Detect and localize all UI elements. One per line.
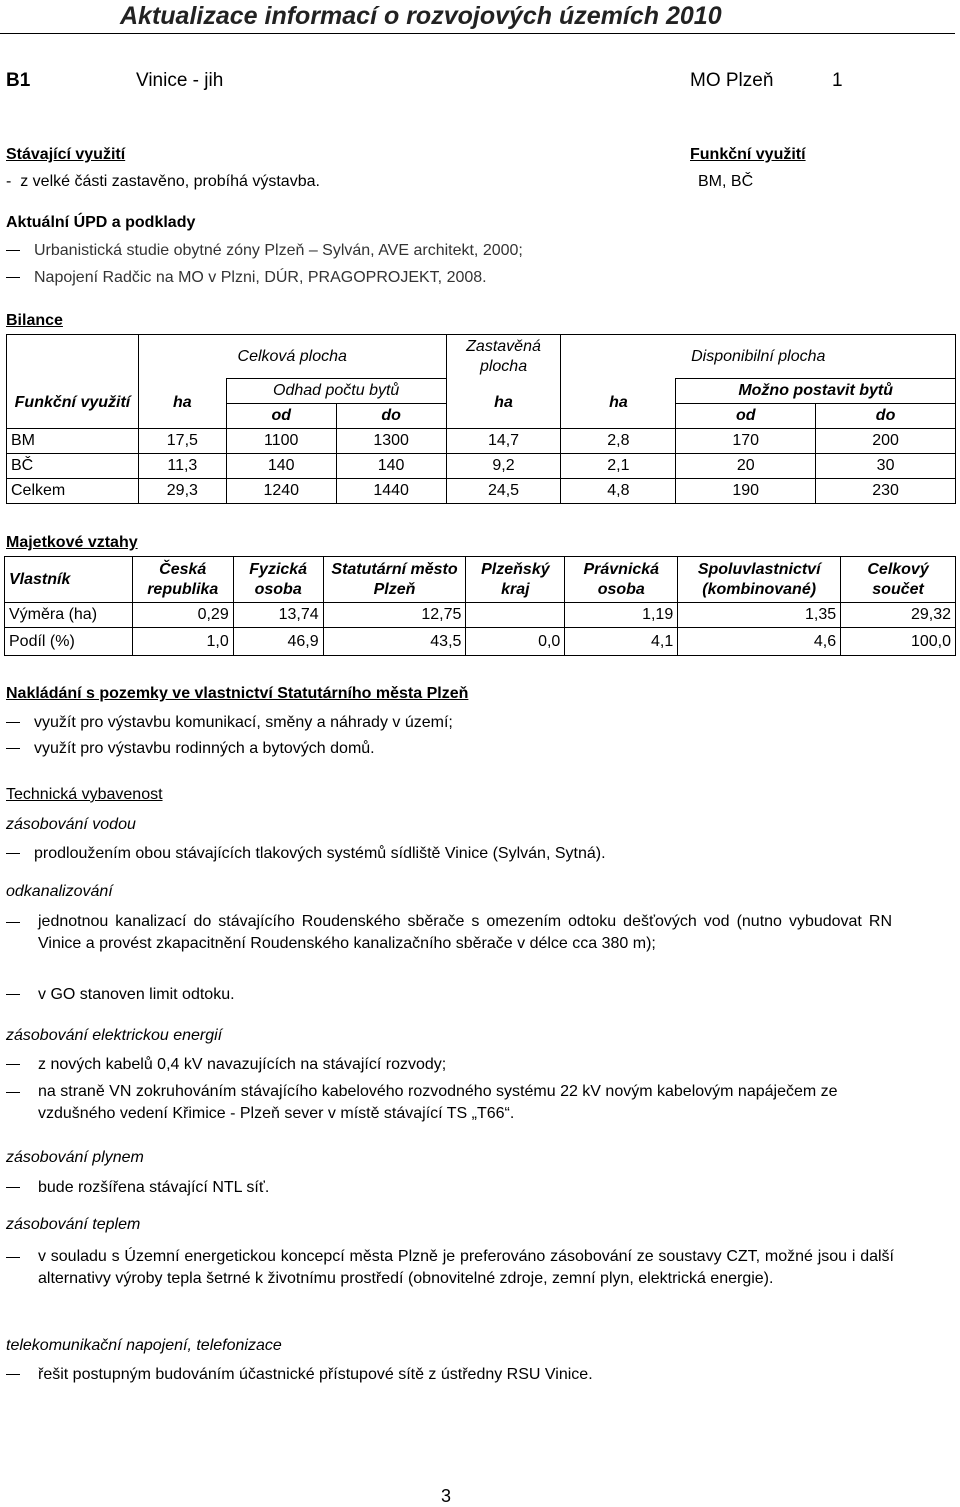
- heat-item: v souladu s Územní energetickou koncepcí města Plzně je preferováno zásobování ze soustavy CZT, možné jsou i další alternativy výroby tepla šetrné k životnímu prostředí (obnovitelné zdroje, zemní plyn, elektrická energie).: [6, 1246, 894, 1290]
- sewer-item: v GO stanoven limit odtoku.: [6, 984, 235, 1006]
- bilance-header-possible: Možno postavit bytů: [676, 379, 956, 404]
- dash-icon: [6, 277, 20, 278]
- ownership-col: Statutární město Plzeň: [323, 557, 466, 603]
- cell: 4,1: [565, 628, 678, 656]
- cell: 0,0: [466, 628, 565, 656]
- water-item: prodloužením obou stávajících tlakových systémů sídliště Vinice (Sylván, Sytná).: [6, 843, 606, 865]
- cell: 190: [676, 479, 816, 504]
- ownership-table: [4, 556, 956, 656]
- bilance-header-possible-from: od: [676, 404, 816, 429]
- dash-icon: [6, 1187, 20, 1188]
- land-heading: Nakládání s pozemky ve vlastnictví Statutárního města Plzeň: [6, 685, 469, 702]
- table-row: [7, 479, 956, 504]
- bilance-header-from: od: [226, 404, 336, 429]
- sewer-item: jednotnou kanalizací do stávajícího Roudenského sběrače s omezením odtoku dešťových vod (nutno vybudovat RN Vinice a provést zkapacitnění Roudenského kanalizačního sběrače v délce cca 380 m);: [6, 911, 892, 955]
- bilance-header-built-ha: ha: [446, 379, 561, 429]
- cell: 1,19: [565, 603, 678, 628]
- land-item: využít pro výstavbu komunikací, směny a náhrady v území;: [6, 712, 453, 734]
- cell: 46,9: [233, 628, 323, 656]
- bilance-header-to: do: [336, 404, 446, 429]
- row-name: Celkem: [7, 479, 139, 504]
- document-title: Aktualizace informací o rozvojových územích 2010: [120, 2, 722, 30]
- bilance-table: [6, 334, 956, 504]
- cell: 1,35: [678, 603, 841, 628]
- functional-use-value: BM, BČ: [698, 173, 754, 190]
- dash-icon: [6, 994, 20, 995]
- cell: 14,7: [446, 429, 561, 454]
- locality-name: Vinice - jih: [136, 70, 224, 91]
- district-number: 1: [832, 70, 843, 91]
- cell: 230: [816, 479, 956, 504]
- table-row: [7, 429, 956, 454]
- header-rule: [0, 33, 955, 34]
- cell: 29,3: [138, 479, 226, 504]
- cell: 170: [676, 429, 816, 454]
- dash-icon: [6, 1257, 20, 1258]
- row-name: BM: [7, 429, 139, 454]
- upd-item: Napojení Radčic na MO v Plzni, DÚR, PRAGOPROJEKT, 2008.: [6, 267, 487, 289]
- cell: 12,75: [323, 603, 466, 628]
- bilance-header-avail-ha: ha: [561, 379, 676, 429]
- land-item: využít pro výstavbu rodinných a bytových domů.: [6, 738, 375, 760]
- cell: 1240: [226, 479, 336, 504]
- dash-icon: [6, 748, 20, 749]
- cell: 11,3: [138, 454, 226, 479]
- cell: 1300: [336, 429, 446, 454]
- electric-item: z nových kabelů 0,4 kV navazujících na stávající rozvody;: [6, 1054, 446, 1076]
- gas-heading: zásobování plynem: [6, 1149, 144, 1166]
- cell: 4,6: [678, 628, 841, 656]
- cell: 9,2: [446, 454, 561, 479]
- sewer-heading: odkanalizování: [6, 883, 113, 900]
- cell: 140: [336, 454, 446, 479]
- cell: 24,5: [446, 479, 561, 504]
- bilance-header-function: Funkční využití: [7, 379, 139, 429]
- cell: 29,32: [841, 603, 956, 628]
- bilance-header-available: Disponibilní plocha: [561, 335, 956, 379]
- current-use-heading: Stávající využití: [6, 146, 126, 163]
- heat-heading: zásobování teplem: [6, 1216, 141, 1233]
- telecom-heading: telekomunikační napojení, telefonizace: [6, 1337, 282, 1354]
- cell: 1,0: [132, 628, 233, 656]
- dash-icon: [6, 853, 20, 854]
- dash-icon: [6, 250, 20, 251]
- dash-icon: [6, 722, 20, 723]
- bilance-header-built: Zastavěná plocha: [446, 335, 561, 379]
- row-name: Výměra (ha): [5, 603, 133, 628]
- ownership-header-owner: Vlastník: [5, 557, 133, 603]
- cell: 1440: [336, 479, 446, 504]
- district-name: MO Plzeň: [690, 70, 774, 91]
- bilance-header-ha: ha: [138, 379, 226, 429]
- cell: 2,1: [561, 454, 676, 479]
- gas-item: bude rozšířena stávající NTL síť.: [6, 1177, 269, 1199]
- ownership-col: Česká republika: [132, 557, 233, 603]
- cell: 140: [226, 454, 336, 479]
- functional-use-heading: Funkční využití: [690, 146, 806, 163]
- dash-icon: [6, 1064, 20, 1065]
- ownership-col: Plzeňský kraj: [466, 557, 565, 603]
- table-row: [7, 454, 956, 479]
- current-use-text: - z velké části zastavěno, probíhá výstavba.: [6, 173, 320, 190]
- upd-heading: Aktuální ÚPD a podklady: [6, 214, 196, 231]
- telecom-item: řešit postupným budováním účastnické přístupové sítě z ústředny RSU Vinice.: [6, 1364, 593, 1386]
- cell: 17,5: [138, 429, 226, 454]
- cell: 30: [816, 454, 956, 479]
- electric-heading: zásobování elektrickou energií: [6, 1027, 223, 1044]
- cell: 43,5: [323, 628, 466, 656]
- water-heading: zásobování vodou: [6, 816, 136, 833]
- cell: 200: [816, 429, 956, 454]
- cell: 0,29: [132, 603, 233, 628]
- ownership-heading: Majetkové vztahy: [6, 534, 138, 551]
- cell: 4,8: [561, 479, 676, 504]
- dash-icon: [6, 1092, 20, 1093]
- cell: 2,8: [561, 429, 676, 454]
- row-name: BČ: [7, 454, 139, 479]
- bilance-header-estimate: Odhad počtu bytů: [226, 379, 446, 404]
- cell: [466, 603, 565, 628]
- bilance-header-possible-to: do: [816, 404, 956, 429]
- cell: 100,0: [841, 628, 956, 656]
- dash-icon: [6, 1374, 20, 1375]
- bilance-heading: Bilance: [6, 312, 63, 329]
- ownership-col: Celkový součet: [841, 557, 956, 603]
- table-row: [5, 603, 956, 628]
- upd-item: Urbanistická studie obytné zóny Plzeň – Sylván, AVE architekt, 2000;: [6, 240, 523, 262]
- cell: 1100: [226, 429, 336, 454]
- bilance-header-total: Celková plocha: [138, 335, 446, 379]
- tech-heading: Technická vybavenost: [6, 786, 163, 803]
- table-row: [5, 628, 956, 656]
- row-name: Podíl (%): [5, 628, 133, 656]
- dash-icon: [6, 922, 20, 923]
- locality-code: B1: [6, 70, 31, 91]
- electric-item: na straně VN zokruhováním stávajícího kabelového rozvodného systému 22 kV novým kabelovým napáječem ze vzdušného vedení Křimice - Plzeň sever v místě stávající TS „T66“.: [6, 1081, 896, 1125]
- ownership-col: Fyzická osoba: [233, 557, 323, 603]
- cell: 13,74: [233, 603, 323, 628]
- page-number: 3: [441, 1486, 452, 1506]
- cell: 20: [676, 454, 816, 479]
- ownership-col: Právnická osoba: [565, 557, 678, 603]
- ownership-col: Spoluvlastnictví (kombinované): [678, 557, 841, 603]
